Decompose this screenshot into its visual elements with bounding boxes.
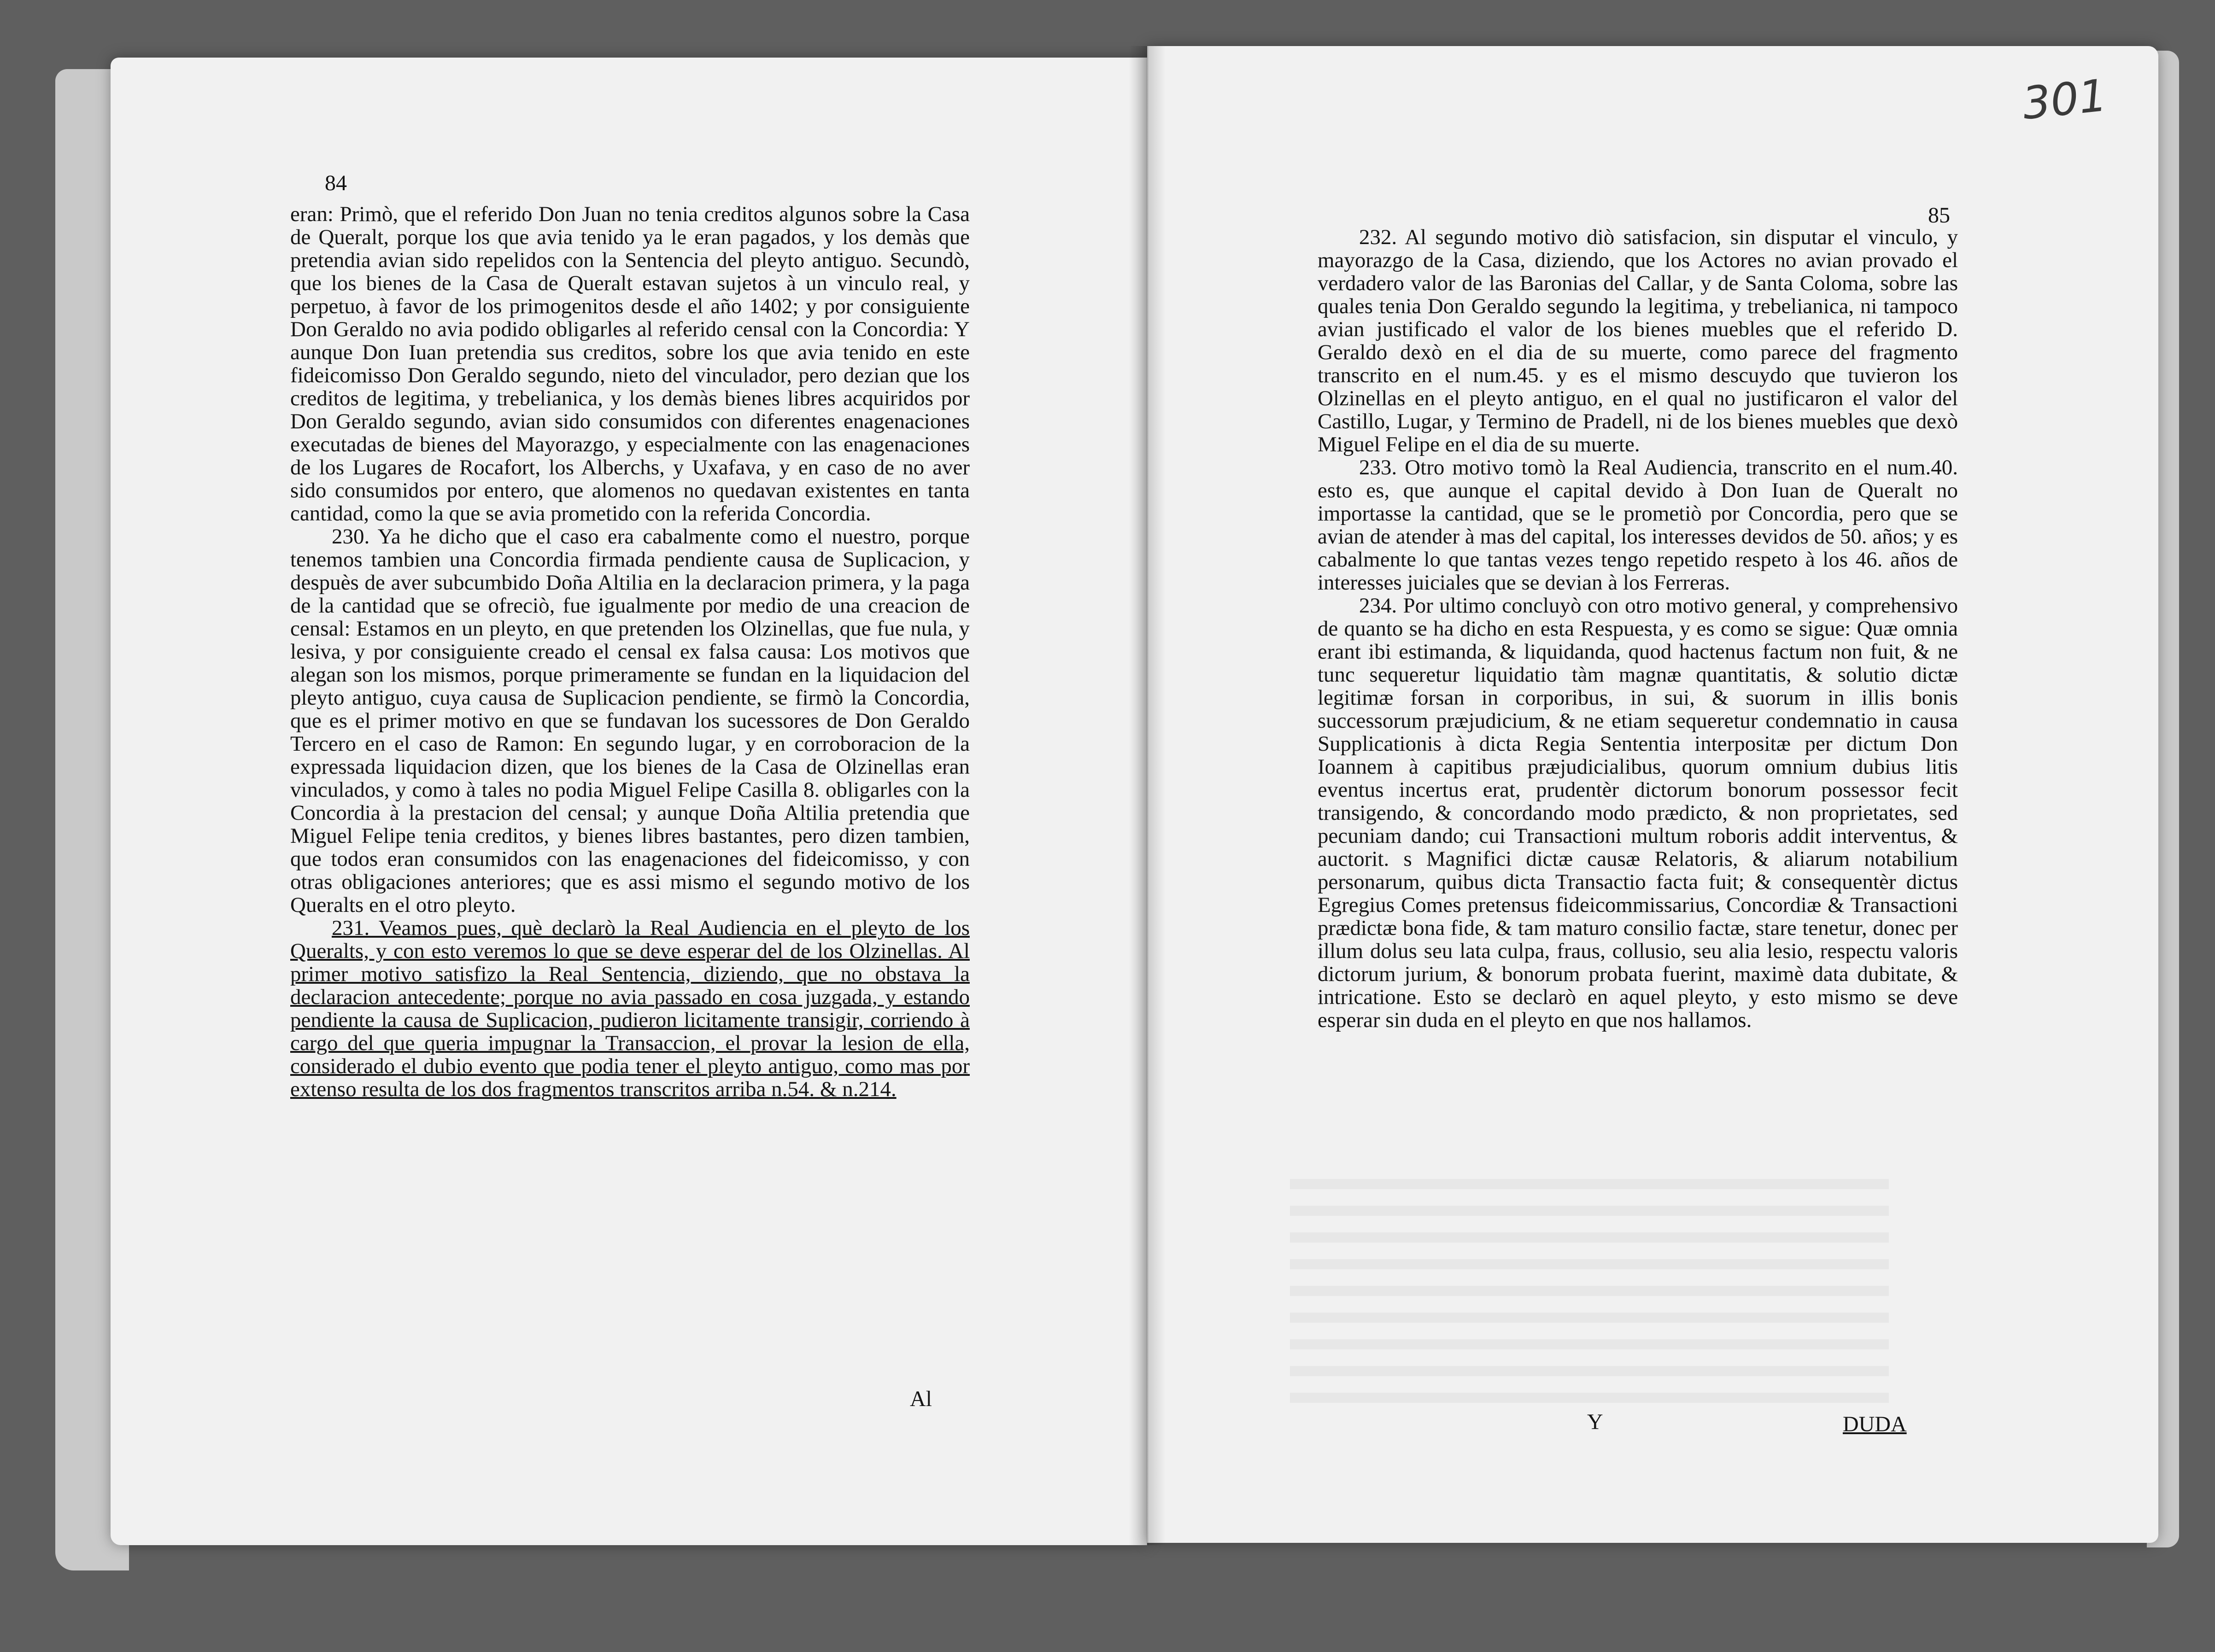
right-paragraph: 232. Al segundo motivo diò satisfacion, sin disputar el vinculo, y mayorazgo de la Casa, diziendo, que los Actores no avian provado el verdadero valor de las Baronias del Callar, y de Santa Coloma, sobre las quales tenia Don Geraldo segundo la legitima, y trebelianica, ni tampoco avian justificado el valor de los bienes muebles que el referido D. Geraldo dexò en el dia de su muerte, como parece del fragmento transcrito en el num.45. y es el mismo descuydo que tuvieron los Olzinellas en el pleyto antiguo, en el qual no justificaron el valor del Castillo, Lugar, y Termino de Pradell, ni de los bienes muebles que dexò Miguel Felipe en el dia de su muerte. <box>1318 226 1958 456</box>
gutter-shadow <box>1129 46 1166 1545</box>
right-catchword: DUDA <box>1843 1412 1907 1436</box>
archive-number: 301 <box>2020 69 2110 130</box>
left-paragraph: eran: Primò, que el referido Don Juan no tenia creditos algunos sobre la Casa de Queralt, porque los que avia tenido ya le eran pagados, y los demàs que pretendia avian sido repelidos con la Sentencia del pleyto antiguo. Secundò, que los bienes de la Casa de Queralt estavan sujetos à un vinculo real, y perpetuo, à favor de los primogenitos desde el año 1402; y por consiguiente Don Geraldo no avia podido obligarles al referido censal con la Concordia: Y aunque Don Iuan pretendia sus creditos, sobre los que avia tenido en este fideicomisso Don Geraldo segundo, nieto del vinculador, pero dezian que los creditos de legitima, y trebelianica, y los demàs bienes libres acquiridos por Don Geraldo segundo, avian sido consumidos con diferentes enagenaciones executadas de bienes del Mayorazgo, y especialmente con las enagenaciones de los Lugares de Rocafort, los Alberchs, y Uxafava, y en caso de no aver sido consumidos por entero, que alomenos no quedavan existentes en tanta cantidad, como la que se avia prometido con la referida Concordia. <box>290 203 970 525</box>
right-page-number: 85 <box>1928 203 1950 228</box>
right-paragraph: 233. Otro motivo tomò la Real Audiencia, transcrito en el num.40. esto es, que aunque el capital devido à Don Iuan de Queralt no importasse la cantidad, que se le prometiò por Concordia, pero que se avian de atender à mas del capital, los interesses devidos de 50. años; y es cabalmente lo que tantas vezes tengo repetido respeto à los 46. años de interesses juiciales que se devian à los Ferreras. <box>1318 455 1958 595</box>
signature-mark: Y <box>1587 1410 1603 1434</box>
right-text-column <box>1318 226 1958 1174</box>
left-catchword: Al <box>910 1387 932 1411</box>
left-paragraph: 230. Ya he dicho que el caso era cabalmente como el nuestro, porque tenemos tambien una Concordia firmada pendiente causa de Suplicacion, y despuès de aver subcumbido Doña Altilia en la declaracion primera, y la paga de la cantidad que se ofreciò, fue igualmente por medio de una creacion de censal: Estamos en un pleyto, en que pretenden los Olzinellas, que fue nula, y lesiva, y por consiguiente creado el censal ex falsa causa: Los motivos que alegan son los mismos, porque primeramente se fundan en la liquidacion del pleyto antiguo, cuya causa de Suplicacion pendiente, se firmò la Concordia, que es el primer motivo en que se fundavan los sucessores de Don Geraldo Tercero en el caso de Ramon: En segundo lugar, y en corroboracion de la expressada liquidacion dizen, que los bienes de la Casa de Olzinellas eran vinculados, y como à tales no podia Miguel Felipe Casilla 8. obligarles con la Concordia à la prestacion del censal; y aunque Doña Altilia pretendia que Miguel Felipe tenia creditos, y bienes libres bastantes, pero dizen tambien, que todos eran consumidos con las enagenaciones del fideicomisso, y con otras obligaciones anteriores; que es assi mismo el segundo motivo de los Queralts en el otro pleyto. <box>290 525 970 917</box>
left-text-column <box>290 203 970 1414</box>
right-paragraph: 234. Por ultimo concluyò con otro motivo general, y comprehensivo de quanto se ha dicho en esta Respuesta, y es como se sigue: Quæ omnia erant ibi estimanda, & liquidanda, quod hactenus factum non fuit, & ne tunc sequeretur liquidatio tàm magnæ quantitatis, & solutio dictæ legitimæ forsan in corporibus, in sui, & suorum in illis bonis successorum præjudicium, & ne etiam sequeretur condemnatio in causa Supplicationis à dicta Regia Sententia interpositæ per dictum Don Ioannem à capitibus præjudicialibus, quorum omnium dubius litis eventus incertus erat, prudentèr dictorum bonorum possessor fecit transigendo, & concordando modo prædicto, & non proprietates, sed pecuniam dando; cui Transactioni multum roboris addit interventus, & auctorit. s Magnifici dictæ causæ Relatoris, & aliarum notabilium personarum, quibus dicta Transactio facta fuit; & consequentèr dictus Egregius Comes pretensus fideicommissarius, Concordiæ & Transactioni prædictæ bona fide, & tam maturo consilio factæ, stare tenetur, donec per illum dolus seu lata culpa, fraus, collusio, seu alia lesio, respectu valoris dictorum jurium, & bonorum probata fuerint, maximè data dubitate, & intricatione. Esto se declarò en aquel pleyto, y esto mismo se deve esperar sin duda en el pleyto en que nos hallamos. <box>1318 594 1958 1032</box>
bleed-through-text <box>1290 1179 1889 1409</box>
left-paragraph: 231. Veamos pues, què declarò la Real Audiencia en el pleyto de los Queralts, y con esto veremos lo que se deve esperar del de los Olzinellas. Al primer motivo satisfizo la Real Sentencia, diziendo, que no obstava la declaracion antecedente; porque no avia passado en cosa juzgada, y estando pendiente la causa de Suplicacion, pudieron licitamente transigir, corriendo à cargo del que queria impugnar la Transaccion, el provar la lesion de ella, considerado el dubio evento que podia tener el pleyto antiguo, como mas por extenso resulta de los dos fragmentos transcritos arriba n.54. & n.214. <box>290 916 970 1101</box>
left-page-number: 84 <box>325 171 347 195</box>
